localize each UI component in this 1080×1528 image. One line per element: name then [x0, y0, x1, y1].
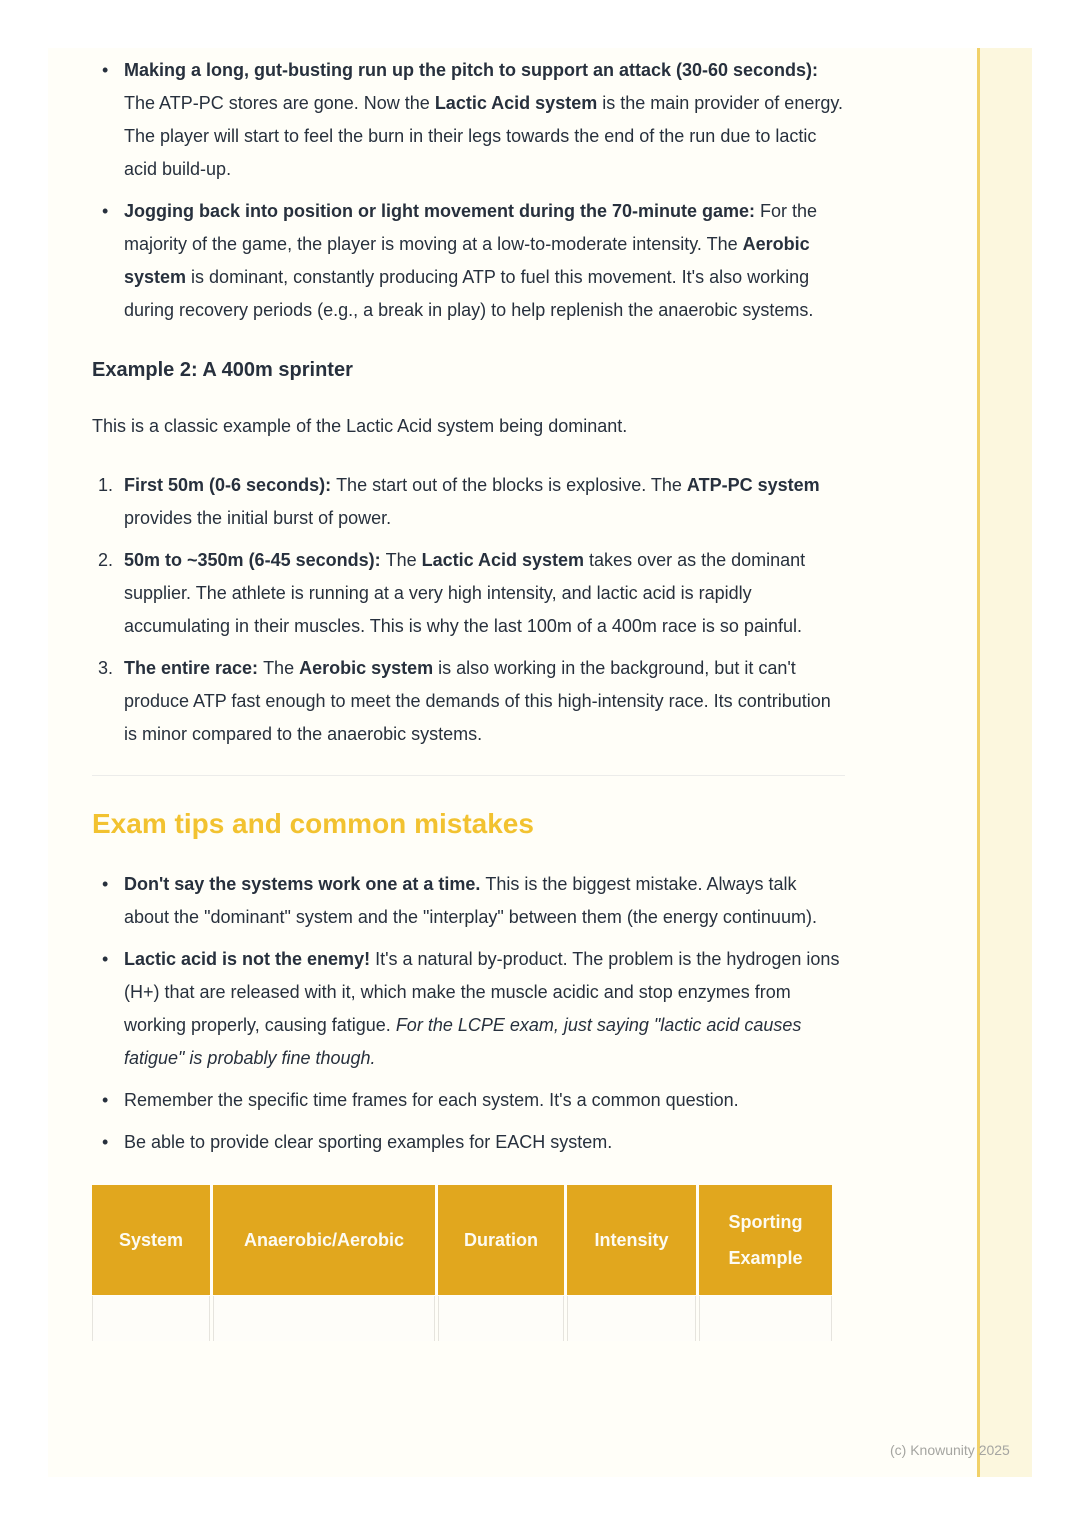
table-cell [438, 1296, 564, 1341]
list-item-text: The entire race: The Aerobic system is also working in the background, but it can't produce ATP fast enough to meet the demands of this high-intensity race. Its contribution is minor compared to the anaerobic systems. [124, 658, 831, 744]
table-cell [92, 1296, 210, 1341]
table-header-system: System [92, 1185, 210, 1295]
table-header-anaerobic-aerobic: Anaerobic/Aerobic [213, 1185, 435, 1295]
list-item-text: Be able to provide clear sporting examples for EACH system. [124, 1132, 613, 1152]
list-item [92, 868, 845, 934]
document-content [48, 48, 1032, 1341]
list-item [92, 1084, 845, 1117]
example2-heading: Example 2: A 400m sprinter [92, 359, 353, 381]
list-item [92, 1126, 845, 1159]
table-cell [213, 1296, 435, 1341]
list-item-text: Lactic acid is not the enemy! It's a natural by-product. The problem is the hydrogen ions (H+) that are released with it, which make the muscle acidic and stop enzymes from working properly, causing fatigue. For the LCPE exam, just saying "lactic acid causes fatigue" is probably fine though. [124, 949, 840, 1068]
list-item-text: Making a long, gut-busting run up the pitch to support an attack (30-60 seconds): The ATP-PC stores are gone. Now the Lactic Acid system is the main provider of energy. The player will start to feel the burn in their legs towards the end of the run due to lactic acid build-up. [124, 60, 844, 179]
example2-intro: This is a classic example of the Lactic Acid system being dominant. [92, 416, 628, 436]
list-item-text: Remember the specific time frames for each system. It's a common question. [124, 1090, 739, 1110]
table-row [92, 1296, 832, 1341]
list-item-text: Jogging back into position or light movement during the 70-minute game: For the majority of the game, the player is moving at a low-to-moderate intensity. The Aerobic system is dominant, constantly producing ATP to fuel this movement. It's also working during recovery periods (e.g., a break in play) to help replenish the anaerobic systems. [124, 201, 818, 320]
numbered-list [92, 469, 845, 751]
table-cell [567, 1296, 696, 1341]
list-item [92, 544, 845, 643]
text-column [92, 54, 845, 1341]
list-item [92, 195, 845, 327]
table-cell [699, 1296, 832, 1341]
list-item-text: 50m to ~350m (6-45 seconds): The Lactic Acid system takes over as the dominant supplier. The athlete is running at a very high intensity, and lactic acid is rapidly accumulating in their muscles. This is why the last 100m of a 400m race is so painful. [124, 550, 806, 636]
table-header-duration: Duration [438, 1185, 564, 1295]
list-item-text: Don't say the systems work one at a time. This is the biggest mistake. Always talk about the "dominant" system and the "interplay" between them (the energy continuum). [124, 874, 817, 927]
table-header-sporting-example: Sporting Example [699, 1185, 832, 1295]
bullet-list-top [92, 54, 845, 327]
document-page [48, 48, 1032, 1477]
list-item-text: First 50m (0-6 seconds): The start out of the blocks is explosive. The ATP-PC system provides the initial burst of power. [124, 475, 820, 528]
systems-table [92, 1185, 832, 1341]
exam-tips-heading: Exam tips and common mistakes [92, 808, 534, 839]
list-item [92, 943, 845, 1075]
tips-list [92, 868, 845, 1159]
section-divider [92, 775, 845, 776]
copyright-watermark: (c) Knowunity 2025 [890, 1442, 1010, 1458]
list-item [92, 54, 845, 186]
list-item [92, 652, 845, 751]
list-item [92, 469, 845, 535]
table-header-row [92, 1185, 832, 1295]
table-header-intensity: Intensity [567, 1185, 696, 1295]
